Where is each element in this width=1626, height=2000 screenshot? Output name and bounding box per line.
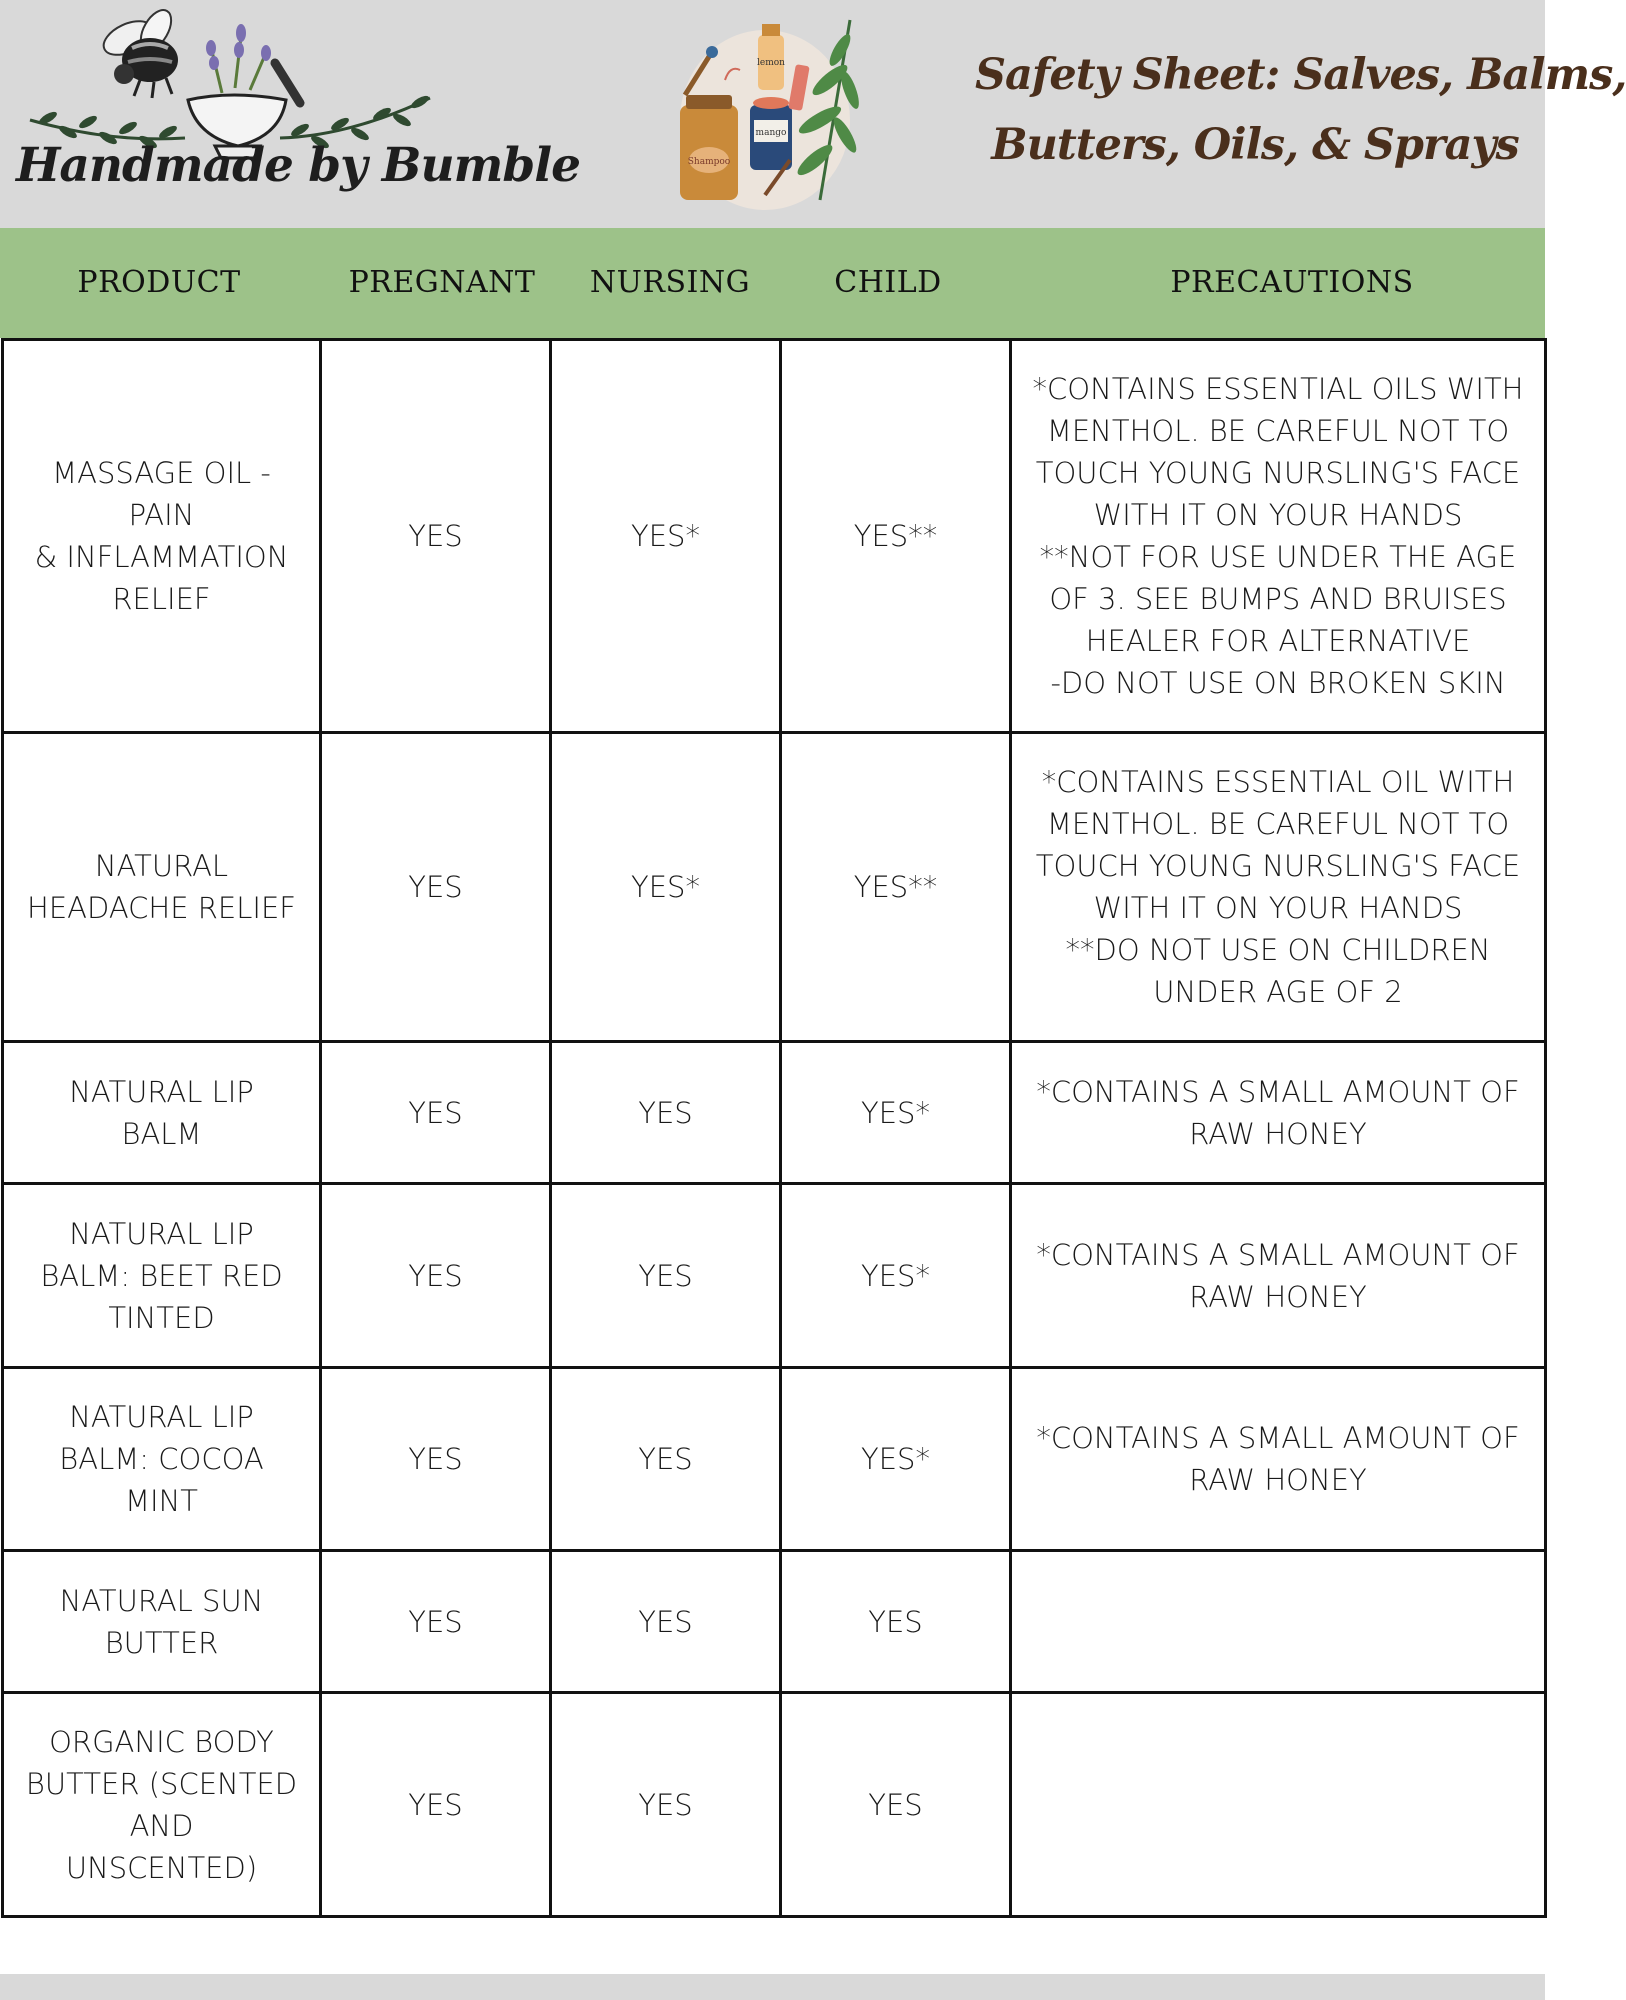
product-line: BALM: COCOA (59, 1442, 264, 1476)
product-line: NATURAL (94, 849, 229, 883)
precaution-line: MENTHOL. BE CAREFUL NOT TO (1046, 414, 1510, 448)
footer-band (0, 1974, 1545, 2000)
product-line: NATURAL LIP (69, 1216, 254, 1251)
pregnant-cell: YES (321, 1693, 551, 1917)
precaution-line: WITH IT ON YOUR HANDS (1093, 891, 1463, 925)
product-cell (3, 1368, 321, 1551)
column-header-bar (0, 228, 1545, 338)
precautions-cell (1011, 340, 1546, 733)
precaution-line: RAW HONEY (1189, 1279, 1367, 1314)
product-cell (3, 1551, 321, 1693)
pregnant-cell: YES (321, 1042, 551, 1184)
table-row (3, 340, 1546, 733)
nursing-cell: YES (551, 1368, 781, 1551)
product-line: ORGANIC BODY (49, 1724, 274, 1759)
precaution-line: *CONTAINS A SMALL AMOUNT OF (1036, 1074, 1520, 1109)
child-cell: YES (781, 1551, 1011, 1693)
child-cell: YES* (781, 1042, 1011, 1184)
precaution-line: -DO NOT USE ON BROKEN SKIN (1050, 666, 1506, 700)
product-line: MASSAGE OIL - (52, 456, 271, 490)
column-header-precautions: PRECAUTIONS (1170, 265, 1414, 300)
child-cell: YES** (781, 340, 1011, 733)
header-banner (0, 0, 1626, 228)
child-cell: YES** (781, 733, 1011, 1042)
precaution-line: *CONTAINS ESSENTIAL OILS WITH (1032, 372, 1524, 406)
pregnant-cell: YES (321, 733, 551, 1042)
illustration-label-shampoo: Shampoo (687, 157, 731, 167)
product-line: NATURAL LIP (69, 1400, 254, 1434)
sheet-title (975, 40, 1626, 180)
sheet-title-line-2: Butters, Oils, & Sprays (991, 120, 1519, 170)
child-cell: YES (781, 1693, 1011, 1917)
precaution-line: *CONTAINS A SMALL AMOUNT OF (1036, 1237, 1520, 1272)
precaution-line: RAW HONEY (1189, 1463, 1367, 1497)
precautions-cell (1011, 1368, 1546, 1551)
product-line: AND (129, 1808, 194, 1843)
precaution-line: HEALER FOR ALTERNATIVE (1085, 624, 1471, 658)
precautions-cell (1011, 1042, 1546, 1184)
brand-name: Handmade by Bumble (16, 138, 580, 193)
precaution-line: **DO NOT USE ON CHILDREN (1065, 933, 1491, 967)
product-line: UNSCENTED) (65, 1850, 258, 1885)
column-header-child: CHILD (834, 265, 942, 300)
precaution-line: UNDER AGE OF 2 (1153, 975, 1403, 1009)
table-row (3, 1184, 1546, 1368)
product-line: PAIN (128, 498, 195, 532)
product-cell (3, 733, 321, 1042)
nursing-cell: YES (551, 1551, 781, 1693)
precaution-line: RAW HONEY (1189, 1116, 1367, 1151)
product-line: NATURAL SUN (59, 1583, 264, 1618)
nursing-cell: YES (551, 1184, 781, 1368)
precaution-line: TOUCH YOUNG NURSLING'S FACE (1035, 456, 1521, 490)
product-line: BUTTER (SCENTED (25, 1766, 298, 1801)
nursing-cell: YES* (551, 733, 781, 1042)
product-line: BALM: BEET RED (40, 1258, 283, 1293)
precaution-line: *CONTAINS A SMALL AMOUNT OF (1036, 1421, 1520, 1455)
product-cell (3, 340, 321, 733)
product-line: MINT (125, 1484, 198, 1518)
product-line: TINTED (108, 1300, 215, 1335)
nursing-cell: YES (551, 1693, 781, 1917)
pregnant-cell: YES (321, 1184, 551, 1368)
precautions-cell (1011, 1693, 1546, 1917)
precaution-line: **NOT FOR USE UNDER THE AGE (1039, 540, 1517, 574)
table-row (3, 1368, 1546, 1551)
pregnant-cell: YES (321, 340, 551, 733)
sheet-title-line-1: Safety Sheet: Salves, Balms, (975, 50, 1626, 100)
precaution-line: OF 3. SEE BUMPS AND BRUISES (1049, 582, 1507, 616)
pregnant-cell: YES (321, 1368, 551, 1551)
product-cell (3, 1693, 321, 1917)
cosmetics-illustration-icon (670, 10, 885, 222)
product-line: NATURAL LIP (69, 1074, 254, 1109)
illustration-label-lemon: lemon (757, 58, 785, 68)
precautions-cell (1011, 1184, 1546, 1368)
table-row (3, 1693, 1546, 1917)
product-line: HEADACHE RELIEF (27, 891, 296, 925)
pregnant-cell: YES (321, 1551, 551, 1693)
safety-table (1, 338, 1547, 1918)
product-line: BUTTER (104, 1625, 219, 1660)
product-cell (3, 1184, 321, 1368)
precaution-line: TOUCH YOUNG NURSLING'S FACE (1035, 849, 1521, 883)
precaution-line: WITH IT ON YOUR HANDS (1093, 498, 1463, 532)
precaution-line: *CONTAINS ESSENTIAL OIL WITH (1041, 765, 1515, 799)
table-row (3, 1042, 1546, 1184)
precaution-line: MENTHOL. BE CAREFUL NOT TO (1046, 807, 1510, 841)
nursing-cell: YES (551, 1042, 781, 1184)
child-cell: YES* (781, 1368, 1011, 1551)
nursing-cell: YES* (551, 340, 781, 733)
table-row (3, 1551, 1546, 1693)
column-header-product: PRODUCT (77, 265, 241, 300)
child-cell: YES* (781, 1184, 1011, 1368)
product-cell (3, 1042, 321, 1184)
column-header-nursing: NURSING (589, 265, 751, 300)
product-line: BALM (121, 1116, 202, 1151)
illustration-label-mango: mango (755, 128, 787, 138)
product-line: & INFLAMMATION (34, 540, 289, 574)
product-line: RELIEF (112, 582, 211, 616)
precautions-cell (1011, 1551, 1546, 1693)
column-header-pregnant: PREGNANT (348, 265, 536, 300)
precautions-cell (1011, 733, 1546, 1042)
table-row (3, 733, 1546, 1042)
